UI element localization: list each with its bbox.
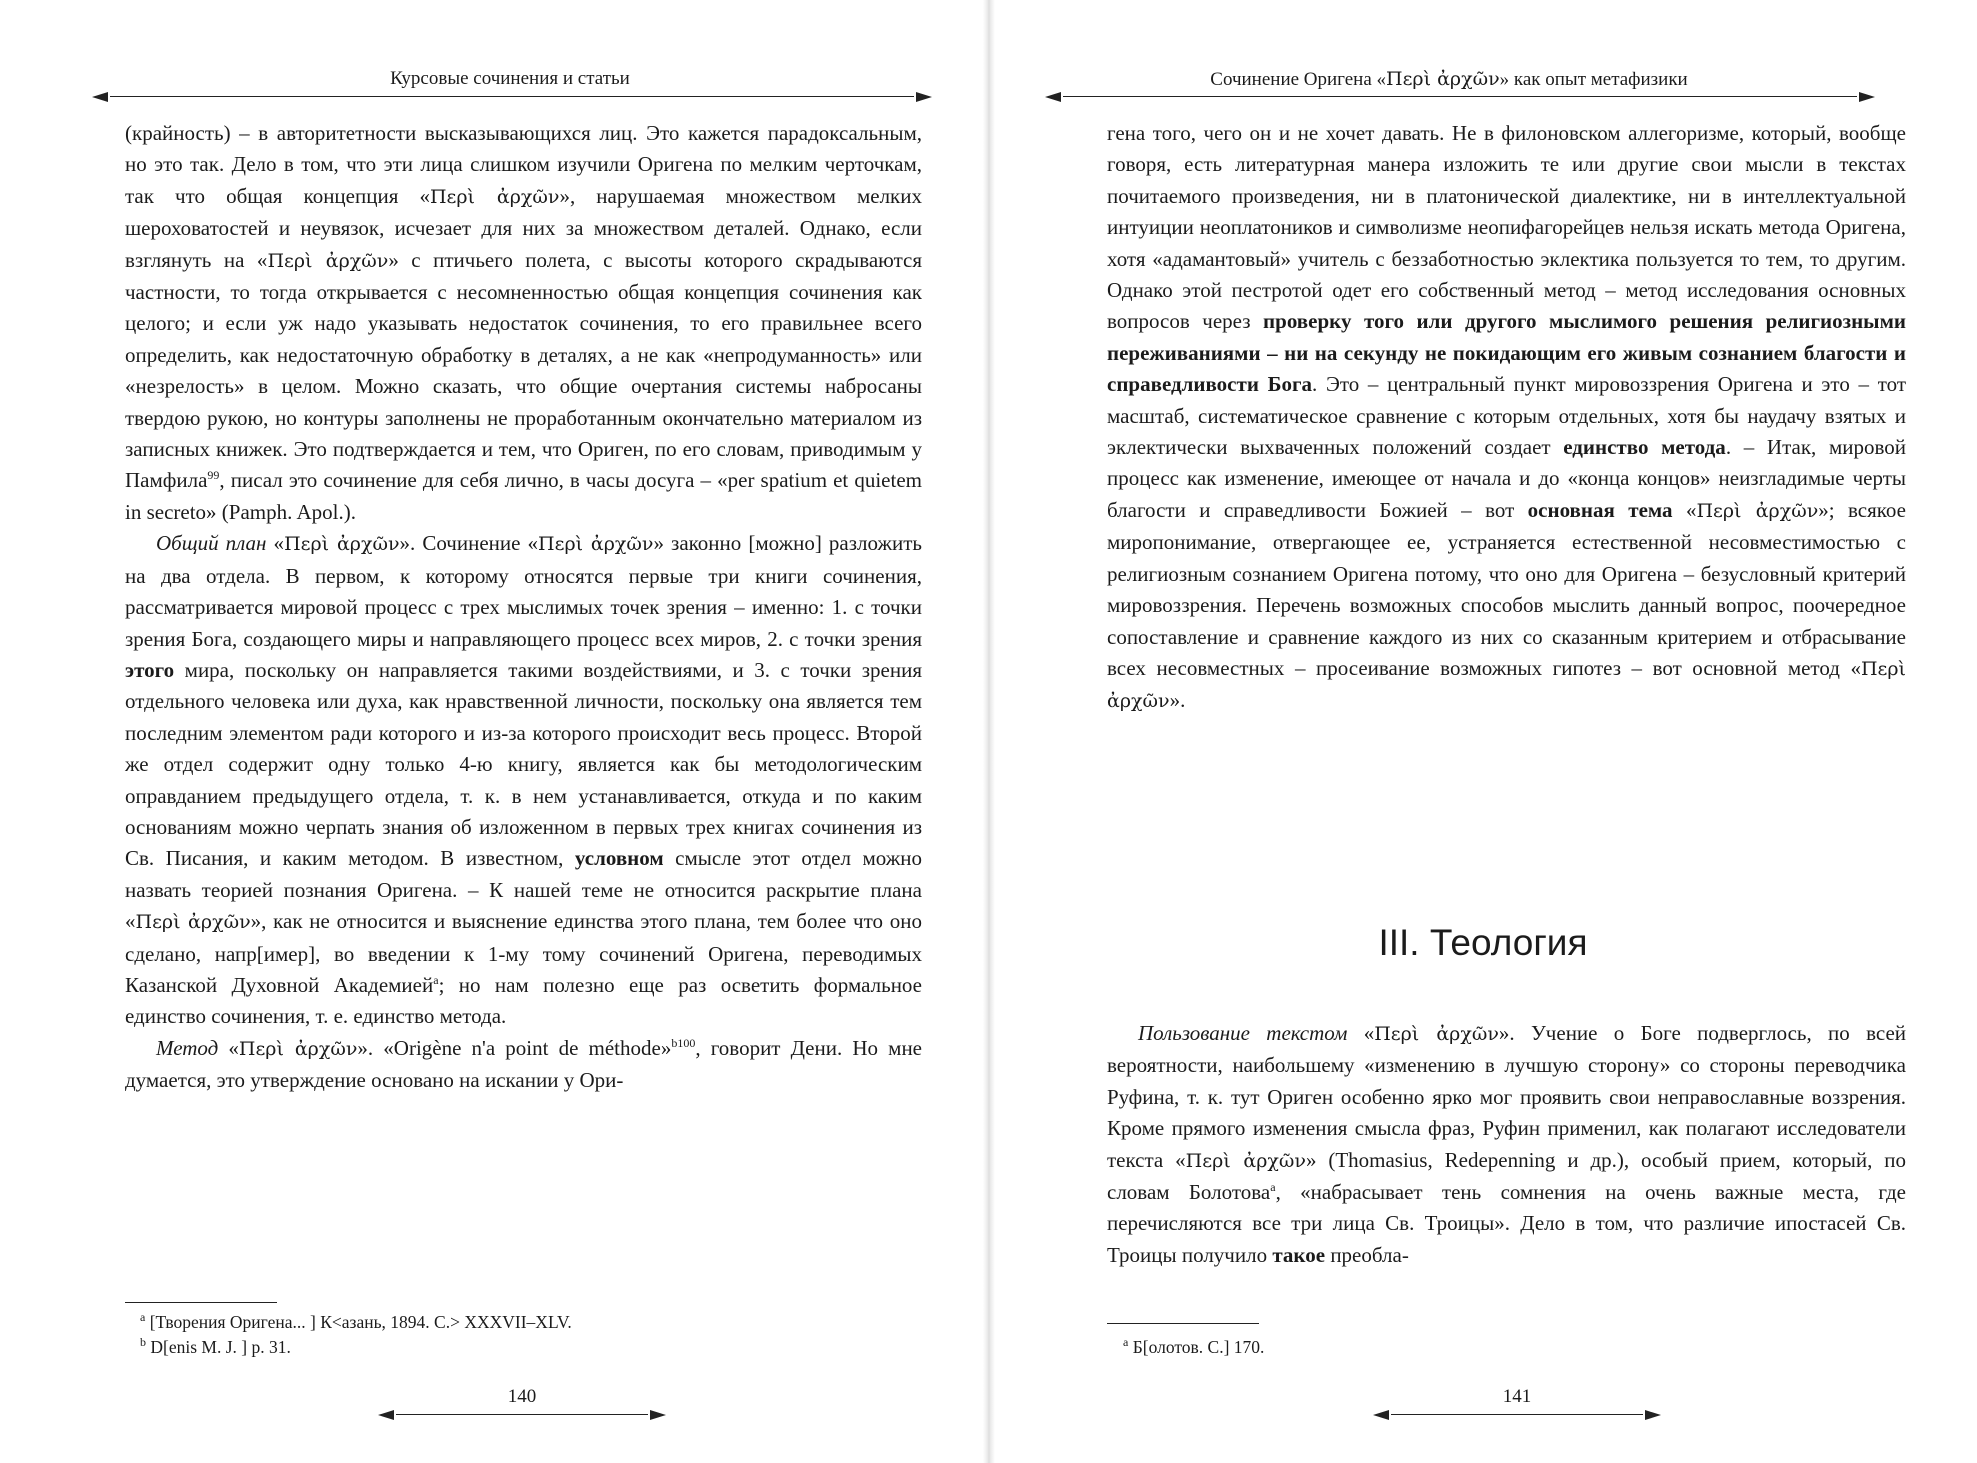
right-footnote-separator xyxy=(1107,1323,1259,1324)
right-footnotes xyxy=(1123,1335,1264,1360)
right-header-rule xyxy=(1045,91,1875,103)
chapter-title: III. Теология xyxy=(1378,922,1588,963)
right-paragraph-2: Пользование текстом «Περὶ ἀρχῶν». Учение о Боге подверглось, по всей вероятности, наибольшему «изменению в лучшую сторону» со стороны переводчика Руфина, т. к. тут Ориген особенно ярко мог проявить свои неправославные воззрения. Кроме прямого изменения смысла фраз, Руфин применил, как полагают исследователи текста «Περὶ ἀρχῶν» (Thomasius, Redepenning и др.), особый прием, который, по словам Болотова$^a$, «набрасывает тень сомнения на очень важные места, где перечисляются все три лица Св. Троицы». Дело в том, что различие ипостасей Св. Троицы получило такое преобла- xyxy=(1107,1021,1907,1267)
left-body-text xyxy=(125,118,922,1097)
footnote: $^a$ Б[олотов. С.] 170. xyxy=(1123,1335,1265,1357)
left-paragraph-2: Общий план «Περὶ ἀρχῶν». Сочинение «Περὶ ἀρχῶν» законно [можно] разложить на два отдела. В первом, к которому относятся первые три книги сочинения, рассматривается мировой процесс с трех мыслимых точек зрения – именно: 1. с точки зрения Бога, создающего миры и направляющего процесс всех миров, 2. с точки зрения этого мира, поскольку он направляется такими воздействиями, и 3. с точки зрения отдельного человека или духа, как нравственной личности, поскольку она является тем последним элементом ради которого и из-за которого происходит весь процесс. Второй же отдел содержит одну только 4-ю книгу, является как бы методологическим оправданием предыдущего отдела, т. к. в нем устанавливается, откуда и по каким основаниям можно черпать знания об изложенном в первых трех книгах сочинения из Св. Писания, и каким методом. В известном, условном смысле этот отдел можно назвать теорией познания Оригена. – К нашей теме не относится раскрытие плана «Περὶ ἀρχῶν», как не относится и выяснение единства этого плана, тем более что оно сделано, напр[имер], во введении к 1-му тому сочинений Оригена, переводимых Казанской Духовной Академией$^a$; но нам полезно еще раз осветить формальное единство сочинения, т. е. единство метода. xyxy=(125,531,923,1029)
footnote-ref-a: a xyxy=(433,972,439,987)
left-header-rule xyxy=(92,91,932,103)
left-page xyxy=(0,0,988,1463)
footnote-ref-b100: b100 xyxy=(671,1035,696,1050)
left-footnote-separator xyxy=(125,1302,277,1303)
footnote: $^b$ D[enis M. J. ] p. 31. xyxy=(140,1335,291,1357)
right-body-text-2 xyxy=(1107,1018,1906,1271)
footnote-ref-a: a xyxy=(1270,1180,1276,1195)
right-page-number: 141 xyxy=(1502,1386,1532,1407)
left-paragraph-3: Метод «Περὶ ἀρχῶν». «Origène n'a point de méthode»$^{b100}$, говорит Дени. Но мне думается, это утверждение основано на искании у Ори- xyxy=(125,1035,922,1093)
right-page xyxy=(989,0,1977,1463)
footnote-ref-99: 99 xyxy=(207,468,220,483)
right-footer-rule xyxy=(1373,1409,1661,1421)
left-paragraph-1: (крайность) – в авторитетности высказывающихся лиц. Это кажется парадоксальным, но это так. Дело в том, что эти лица слишком изучили Оригена по мелким черточкам, так что общая концепция «Περὶ ἀρχῶν», нарушаемая множеством мелких шероховатостей и неувязок, исчезает для них за множеством деталей. Однако, если взглянуть на «Περὶ ἀρχῶν» с птичьего полета, с высоты которого скрадываются частности, то тогда открывается с несомненностью общая концепция сочинения как целого; и если уж надо указывать недостаток сочинения, то его правильнее всего определить, как недостаточную обработку в деталях, а не как «непродуманность» или «незрелость» в целом. Можно сказать, что общие очертания системы набросаны твердою рукою, но контуры заполнены не проработанным окончательно материалом из записных книжек. Это подтверждается и тем, что Ориген, по его словам, приводимым у Памфила$^{99}$, писал это сочинение для себя лично, в часы досуга – «per spatium et quietem in secreto» (Pamph. Apol.). xyxy=(125,121,922,524)
right-paragraph-1: гена того, чего он и не хочет давать. Не в филоновском аллегоризме, который, вообще говоря, есть литературная манера изложить те или другие свои мысли в текстах почитаемого произведения, ни в платонической диалектике, ни в интеллектуальной интуиции неоплатоников и символизме неопифагорейцев нельзя искать метода Оригена, хотя «адамантовый» учитель с беззаботностью эклектика пользуется то тем, то другим. Однако этой пестротой одет его собственный метод – метод исследования основных вопросов через проверку того или другого мыслимого решения религиозными переживаниями – ни на секунду не покидающим его живым сознанием благости и справедливости Бога. Это – центральный пункт мировоззрения Оригена и это – тот масштаб, систематическое сравнение с которым отдельных, хотя бы наудачу взятых и эклектически выхваченных положений создает единство метода. – Итак, мировой процесс как изменение, имеющее от начала и до «конца концов» неизгладимые черты благости и справедливости Божией – вот основная тема «Περὶ ἀρχῶν»; всякое миропонимание, отвергающее ее, устраняется естественной несовместимостью с религиозным сознанием Оригена потому, что оно для Оригена – безусловный критерий мировоззрения. Перечень возможных способов мыслить данный вопрос, поочередное сопоставление и сравнение каждого из них со сказанным критерием и отбрасывание всех несовместных – просеивание возможных гипотез – вот основной метод «Περὶ ἀρχῶν». xyxy=(1107,121,1906,713)
footnote: $^a$ [Творения Оригена... ] К<азань, 1894. С.> XXXVII–XLV. xyxy=(140,1310,572,1332)
left-footer-rule xyxy=(378,1409,666,1421)
right-running-head: Сочинение Оригена «Περὶ ἀρχῶν» как опыт метафизики xyxy=(1210,68,1688,90)
left-footnotes xyxy=(140,1310,572,1360)
right-body-text xyxy=(1107,118,1906,718)
left-running-head: Курсовые сочинения и статьи xyxy=(390,68,630,89)
left-page-number: 140 xyxy=(507,1386,537,1407)
